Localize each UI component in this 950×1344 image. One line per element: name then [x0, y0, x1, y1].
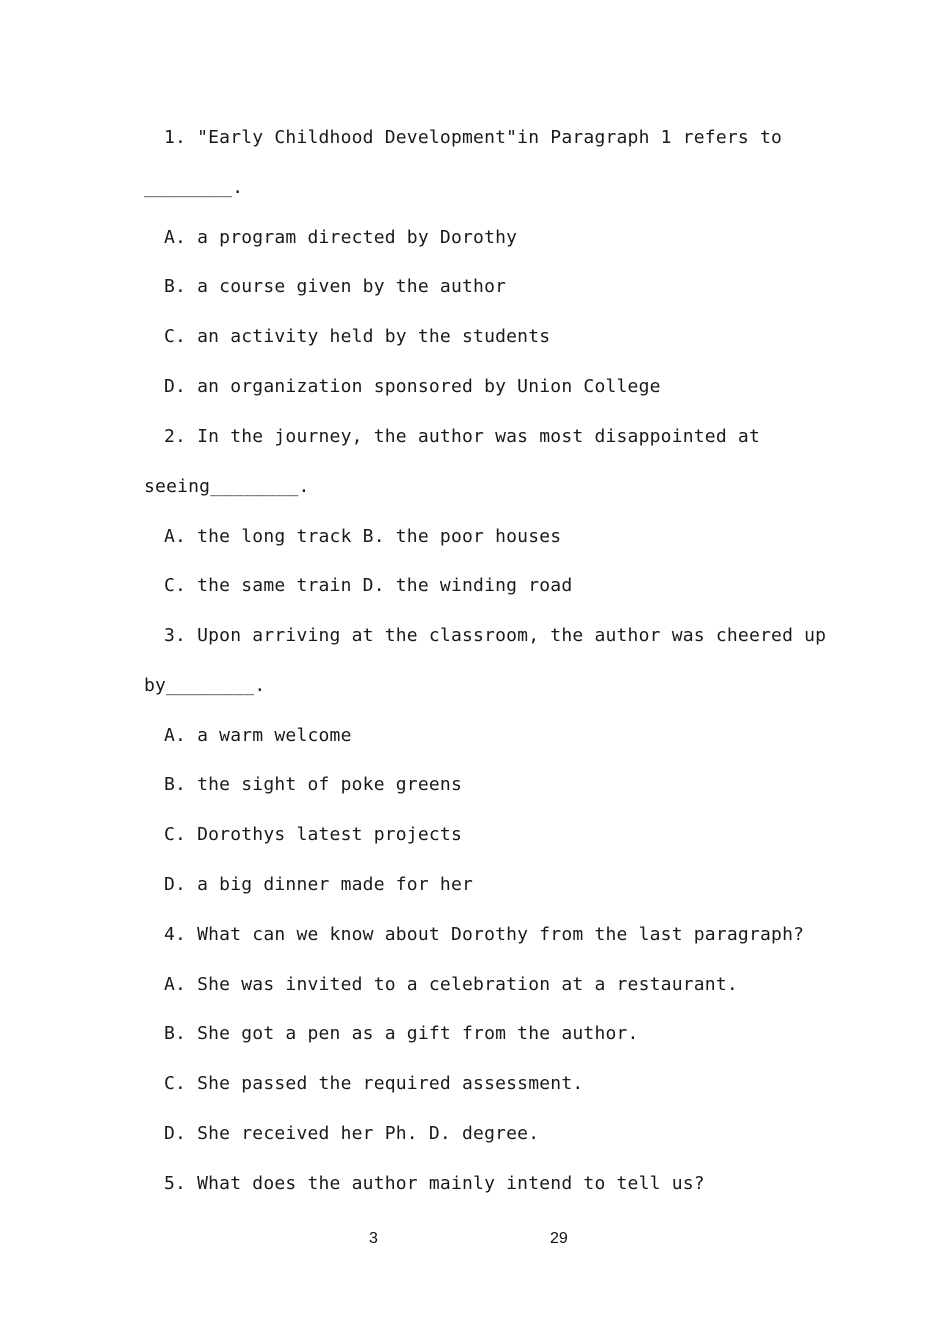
question-4-option-c: C. She passed the required assessment.	[164, 1073, 584, 1094]
question-4-option-b: B. She got a pen as a gift from the author.	[164, 1023, 639, 1044]
total-pages: 29	[550, 1230, 568, 1247]
question-2-options-ab: A. the long track B. the poor houses	[164, 526, 562, 547]
question-3-blank: by________.	[144, 675, 266, 696]
question-3-option-a: A. a warm welcome	[164, 725, 352, 746]
question-1-stem: 1. "Early Childhood Development"in Paragraph 1 refers to	[164, 127, 783, 148]
question-1-option-b: B. a course given by the author	[164, 276, 507, 297]
question-3-option-c: C. Dorothys latest projects	[164, 824, 462, 845]
question-3-stem: 3. Upon arriving at the classroom, the author was cheered up	[164, 625, 827, 646]
page-number: 3	[369, 1230, 378, 1247]
question-3-option-b: B. the sight of poke greens	[164, 774, 462, 795]
question-1-blank: ________.	[144, 177, 244, 198]
question-1-option-a: A. a program directed by Dorothy	[164, 227, 518, 248]
question-1-option-c: C. an activity held by the students	[164, 326, 551, 347]
question-1-option-d: D. an organization sponsored by Union College	[164, 376, 661, 397]
question-4-option-d: D. She received her Ph. D. degree.	[164, 1123, 540, 1144]
question-4-stem: 4. What can we know about Dorothy from the last paragraph?	[164, 924, 805, 945]
question-2-stem: 2. In the journey, the author was most disappointed at	[164, 426, 760, 447]
question-2-blank: seeing________.	[144, 476, 310, 497]
question-4-option-a: A. She was invited to a celebration at a restaurant.	[164, 974, 738, 995]
question-3-option-d: D. a big dinner made for her	[164, 874, 474, 895]
question-2-options-cd: C. the same train D. the winding road	[164, 575, 573, 596]
question-5-stem: 5. What does the author mainly intend to tell us?	[164, 1173, 705, 1194]
